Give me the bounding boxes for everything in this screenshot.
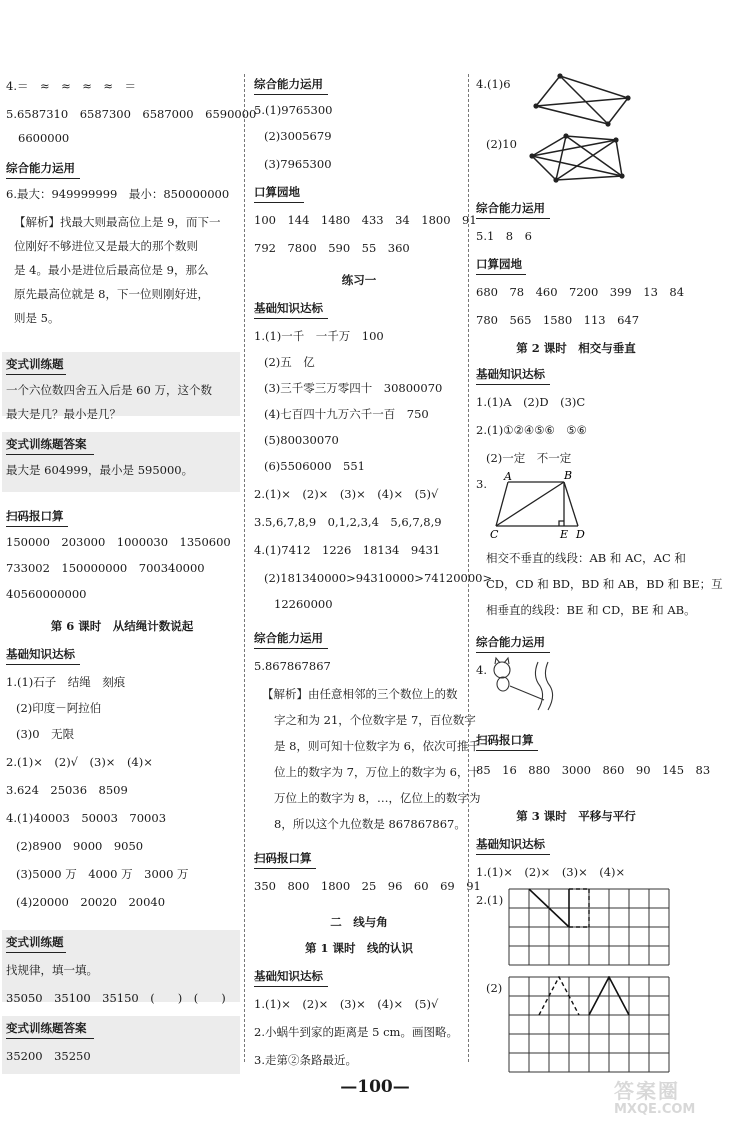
exercise-title: 练习一 [341, 273, 377, 287]
mental-math-row: 100 144 1480 433 34 1800 91 [254, 213, 477, 227]
answer-1-2: (2)印度－阿拉伯 [16, 701, 102, 715]
answer-1: 1.(1)石子 结绳 刻痕 [6, 675, 126, 689]
answer-5-3: (3)7965300 [264, 157, 332, 171]
section-heading-comprehensive: 综合能力运用 [254, 77, 323, 91]
answer-1-4: (4)七百四十九万六千一百 750 [264, 407, 429, 421]
answer-4-2: (2)10 [486, 137, 517, 151]
variant-question: 35050 35100 35150 ( ) ( ) [6, 991, 226, 1005]
answer-1: 1.(1)× (2)× (3)× (4)× [476, 865, 626, 879]
mental-math-row: 150000 203000 1000030 1350600 [6, 535, 231, 549]
mental-math-row: 85 16 880 3000 860 90 145 83 [476, 763, 711, 777]
page-number: —100— [340, 1077, 410, 1097]
answer-4-3: (3)5000 万 4000 万 3000 万 [16, 867, 189, 881]
answer-2: 2.(1)①②④⑤⑥ ⑤⑥ [476, 423, 587, 437]
variant-question: 最大是几？最小是几？ [6, 407, 121, 421]
answer-4-2: (2)181340000>94310000>74120000> [264, 571, 493, 585]
answer-5-cont: 6600000 [18, 131, 70, 145]
variant-answer: 35200 35250 [6, 1049, 91, 1063]
section-heading-scan: 扫码报口算 [254, 851, 312, 865]
unit-title: 二 线与角 [330, 915, 388, 929]
answer-1-5: (5)80030070 [264, 433, 339, 447]
answer-1: 1.(1)一千 一千万 100 [254, 329, 384, 343]
section-heading-scan: 扫码报口算 [476, 733, 534, 747]
answer-5: 5.867867867 [254, 659, 331, 673]
answer-1-3: (3)三千零三万零四十 30800070 [264, 381, 443, 395]
analysis-text: 是 4。最小是进位后最高位是 9，那么 [14, 263, 209, 277]
section-heading-oral: 口算园地 [476, 257, 522, 271]
quadrilateral-diagonals-figure [526, 72, 636, 128]
answer-3-text: 相垂直的线段：BE 和 CD，BE 和 AB。 [486, 603, 696, 617]
answer-2: 2.(1)× (2)√ (3)× (4)× [6, 755, 153, 769]
section-heading-variant-answer: 变式训练题答案 [6, 1021, 87, 1035]
section-heading-basic: 基础知识达标 [476, 837, 545, 851]
answer-3: 3.走第②条路最近。 [254, 1053, 357, 1067]
answer-3: 3.5,6,7,8,9 0,1,2,3,4 5,6,7,8,9 [254, 515, 442, 529]
answer-1-3: (3)0 无限 [16, 727, 75, 741]
analysis-text: 【解析】找最大则最高位上是 9，而下一 [14, 215, 221, 229]
analysis-text: 万位上的数字为 8，…，亿位上的数字为 [274, 791, 481, 805]
section-heading-comprehensive: 综合能力运用 [476, 201, 545, 215]
point-label: B [564, 470, 573, 482]
lesson-title: 第 2 课时 相交与垂直 [516, 341, 636, 355]
translation-grid-2 [508, 976, 670, 1076]
section-heading-variant: 变式训练题 [6, 935, 64, 949]
mental-math-row: 780 565 1580 113 647 [476, 313, 640, 327]
answer-4: 4.＝ ≈ ≈ ≈ ≈ ＝ [6, 79, 137, 93]
answer-2-2: (2) [486, 981, 503, 995]
mental-math-row: 40560000000 [6, 587, 87, 601]
trapezoid-figure [490, 470, 590, 540]
mental-math-row: 350 800 1800 25 96 60 69 91 [254, 879, 481, 893]
answer-3: 3. [476, 477, 487, 491]
answer-6: 6.最大：949999999 最小：850000000 [6, 187, 230, 201]
variant-question: 一个六位数四舍五入后是 60 万，这个数 [6, 383, 212, 397]
answer-5-2: (2)3005679 [264, 129, 332, 143]
mental-math-row: 733002 150000000 700340000 [6, 561, 205, 575]
mental-math-row: 792 7800 590 55 360 [254, 241, 410, 255]
answer-4-2: (2)8900 9000 9050 [16, 839, 144, 853]
analysis-text: 则是 5。 [14, 311, 60, 325]
analysis-text: 是 8，则可知十位数字为 6，依次可推千 [274, 739, 480, 753]
point-label: C [490, 528, 499, 540]
point-label: E [560, 528, 569, 540]
answer-5: 5.(1)9765300 [254, 103, 333, 117]
answer-4-4: (4)20000 20020 20040 [16, 895, 166, 909]
answer-1-6: (6)5506000 551 [264, 459, 365, 473]
mental-math-row: 680 78 460 7200 399 13 84 [476, 285, 685, 299]
answer-1: 1.(1)A (2)D (3)C [476, 395, 586, 409]
watermark-text: 答案圈 [614, 1079, 680, 1103]
answer-2: 2.小蜗牛到家的距离是 5 cm。画图略。 [254, 1025, 458, 1039]
section-heading-basic: 基础知识达标 [254, 969, 323, 983]
answer-3-text: CD，CD 和 BD，BD 和 AB，BD 和 BE；互 [486, 577, 723, 591]
analysis-text: 位上的数字为 7，万位上的数字为 6，十 [274, 765, 480, 779]
watermark-logo [614, 1080, 744, 1122]
analysis-text: 原先最高位就是 8，下一位则刚好进， [14, 287, 209, 301]
answer-2: 2.(1)× (2)× (3)× (4)× (5)√ [254, 487, 439, 501]
analysis-text: 【解析】由任意相邻的三个数位上的数 [262, 687, 458, 701]
answer-4-2-cont: 12260000 [274, 597, 333, 611]
answer-4-1: 4.(1)6 [476, 77, 511, 91]
answer-4: 4.(1)40003 50003 70003 [6, 811, 167, 825]
variant-answer: 最大是 604999，最小是 595000。 [6, 463, 194, 477]
lesson-title: 第 1 课时 线的认识 [304, 941, 413, 955]
answer-4: 4.(1)7412 1226 18134 9431 [254, 543, 441, 557]
answer-2-2: (2)一定 不一定 [486, 451, 572, 465]
cat-road-figure [486, 656, 556, 712]
section-heading-comprehensive: 综合能力运用 [6, 161, 75, 175]
section-heading-basic: 基础知识达标 [6, 647, 75, 661]
section-heading-basic: 基础知识达标 [476, 367, 545, 381]
section-heading-oral: 口算园地 [254, 185, 300, 199]
analysis-text: 字之和为 21，个位数字是 7，百位数字 [274, 713, 476, 727]
answer-5: 5.6587310 6587300 6587000 6590000 [6, 107, 257, 121]
analysis-text: 位刚好不够进位又是最大的那个数则 [14, 239, 198, 253]
column-divider [468, 74, 469, 1062]
answer-4: 4. [476, 663, 487, 677]
analysis-text: 8，所以这个九位数是 867867867。 [274, 817, 466, 831]
section-heading-variant-answer: 变式训练题答案 [6, 437, 87, 451]
section-heading-comprehensive: 综合能力运用 [254, 631, 323, 645]
pentagon-diagonals-figure [526, 132, 636, 188]
answer-2-1: 2.(1) [476, 893, 504, 907]
section-heading-basic: 基础知识达标 [254, 301, 323, 315]
translation-grid-1 [508, 888, 670, 968]
column-divider [244, 74, 245, 1062]
point-label: D [576, 528, 585, 540]
section-heading-scan: 扫码报口算 [6, 509, 64, 523]
lesson-title: 第 3 课时 平移与平行 [516, 809, 636, 823]
answer-1-2: (2)五 亿 [264, 355, 315, 369]
point-label: A [504, 470, 512, 483]
answer-5: 5.1 8 6 [476, 229, 532, 243]
variant-question: 找规律，填一填。 [6, 963, 98, 977]
lesson-title: 第 6 课时 从结绳计数说起 [50, 619, 194, 633]
section-heading-variant: 变式训练题 [6, 357, 64, 371]
answer-3-text: 相交不垂直的线段：AB 和 AC，AC 和 [486, 551, 686, 565]
answer-3: 3.624 25036 8509 [6, 783, 128, 797]
answer-1: 1.(1)× (2)× (3)× (4)× (5)√ [254, 997, 439, 1011]
watermark-text: MXQE.COM [614, 1102, 696, 1117]
section-heading-comprehensive: 综合能力运用 [476, 635, 545, 649]
